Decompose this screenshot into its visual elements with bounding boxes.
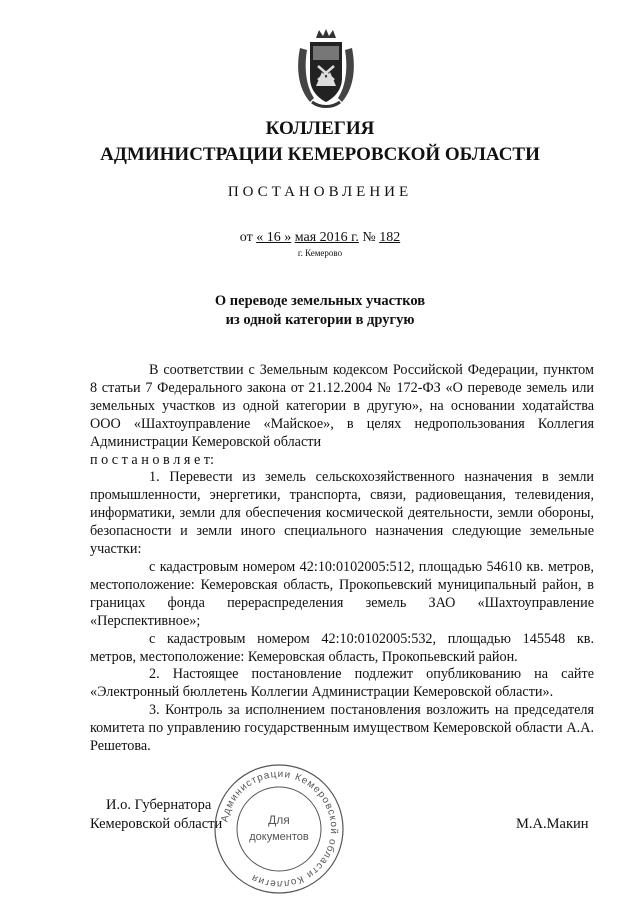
document-number: 182 — [379, 230, 401, 245]
preamble: В соответствии с Земельным кодексом Российской Федерации, пунктом 8 статьи 7 Федерального закона от 21.12.2004 № 172-ФЗ «О переводе земель или земельных участков из одной категории в другую», на основании ходатайства ООО «Шахтоуправление «Майское», в целях недропользования Коллегия Администрации Кемеровской области — [90, 362, 594, 450]
item-1: 1. Перевести из земель сельскохозяйственного назначения в земли промышленности, энергетики, транспорта, связи, радиовещания, телевидения, информатики, земли для обеспечения космической деятельности, земли обороны, безопасности и земли иного специального назначения следующие земельные участки: — [90, 469, 594, 558]
document-type: ПОСТАНОВЛЕНИЕ — [227, 184, 413, 200]
date-day: « 16 » — [256, 230, 292, 245]
header-administration: АДМИНИСТРАЦИИ КЕМЕРОВСКОЙ ОБЛАСТИ — [100, 144, 540, 165]
number-sign: № — [362, 230, 376, 245]
document-body — [90, 362, 594, 756]
stamp-center-line-2: документов — [249, 831, 309, 843]
date-prefix: от — [239, 230, 253, 245]
item-3: 3. Контроль за исполнением постановления возложить на председателя комитета по управлению государственным имуществом Кемеровской области А.А. Решетова. — [90, 702, 594, 755]
city: г. Кемерово — [297, 248, 343, 258]
subject-line-1: О переводе земельных участков — [214, 293, 426, 309]
signatory-title-2: Кемеровской области — [90, 816, 223, 832]
signatory-title-1: И.о. Губернатора — [106, 797, 212, 813]
stamp-ring-text: Администрации Кемеровской области Коллегия — [219, 768, 340, 890]
official-stamp — [212, 762, 346, 896]
subject-line-2: из одной категории в другую — [225, 312, 415, 328]
date-month-year: мая 2016 г. — [294, 230, 359, 245]
signatory-name: М.А.Макин — [516, 816, 589, 832]
coat-of-arms-icon — [294, 28, 358, 108]
item-2: 2. Настоящее постановление подлежит опубликованию на сайте «Электронный бюллетень Коллегии Администрации Кемеровской области». — [90, 666, 594, 701]
stamp-center-line-1: Для — [268, 813, 290, 827]
plot-2: с кадастровым номером 42:10:0102005:532, площадью 145548 кв. метров, местоположение: Кемеровская область, Прокопьевский район. — [90, 630, 594, 665]
plot-1: с кадастровым номером 42:10:0102005:512, площадью 54610 кв. метров, местоположение: Кемеровская область, Прокопьевский муниципальный район, в границах фонда перераспределения земель ЗАО «Шахтоуправление «Перспективное»; — [90, 558, 594, 629]
date-line — [0, 230, 640, 246]
resolves: п о с т а н о в л я е т: — [90, 451, 214, 468]
header-collegium: КОЛЛЕГИЯ — [265, 118, 375, 139]
